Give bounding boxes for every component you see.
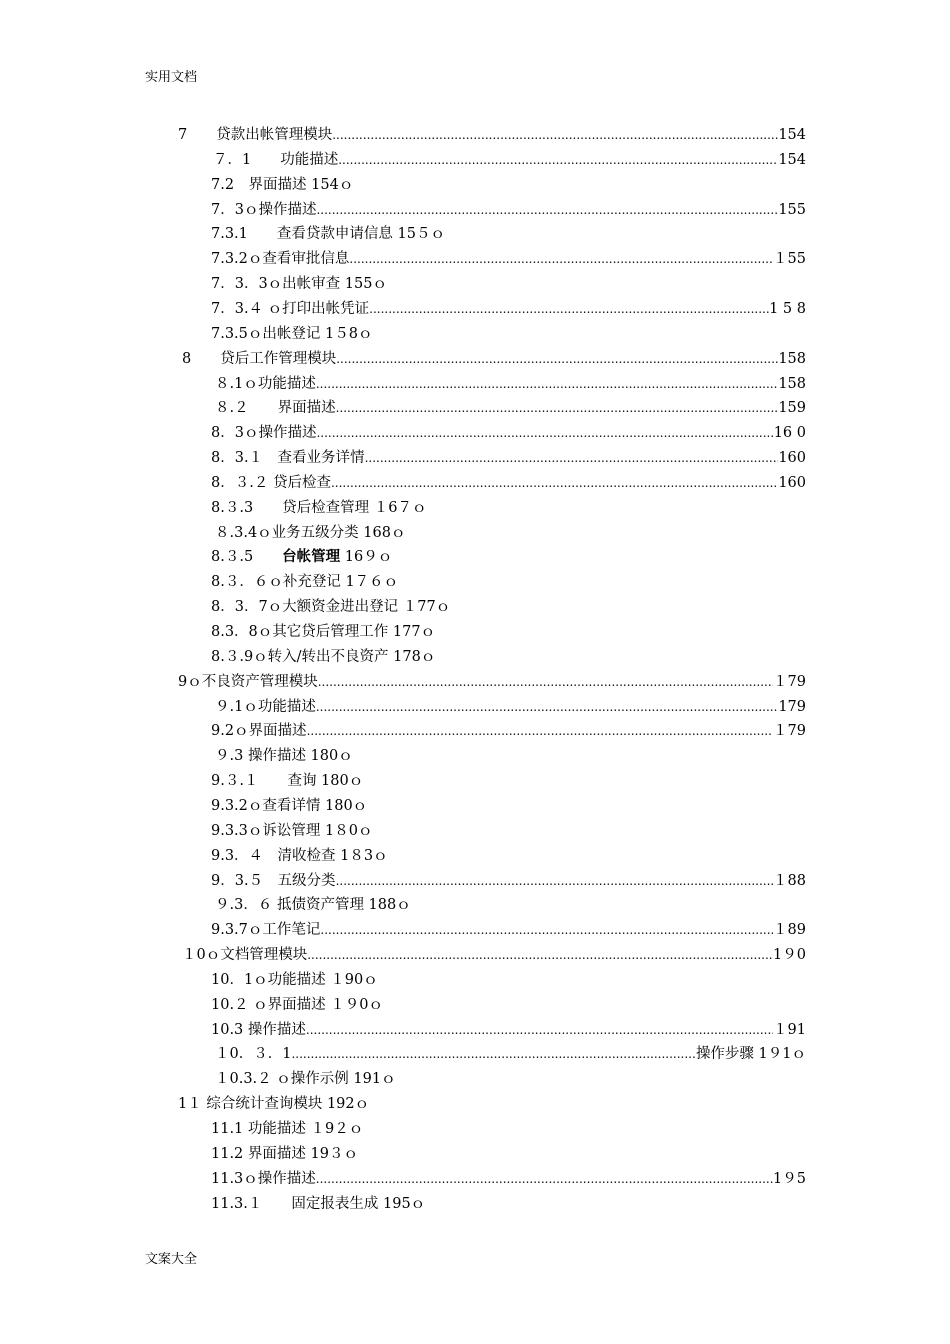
toc-entry[interactable] <box>215 373 806 395</box>
toc-leader-dots <box>316 422 773 444</box>
toc-page-number: 1９5 <box>773 1170 806 1187</box>
toc-leader-dots <box>336 397 779 419</box>
toc-entry[interactable] <box>182 944 806 966</box>
toc-entry-title: 9.3.7ｏ工作笔记 <box>211 922 321 939</box>
page-header: 实用文档 <box>145 70 198 85</box>
toc-entry[interactable] <box>211 447 806 469</box>
toc-entry[interactable] <box>215 894 411 916</box>
toc-entry-title: 7.3.1 查看贷款申请信息 15５ｏ <box>211 226 445 243</box>
toc-entry-title: 9.3.3ｏ诉讼管理 1８0ｏ <box>211 822 373 839</box>
toc-leader-dots <box>306 1019 773 1041</box>
toc-leader-dots <box>318 671 773 693</box>
toc-page-number: 159 <box>778 400 806 417</box>
toc-page-number: 154 <box>778 151 806 168</box>
toc-entry[interactable] <box>211 720 806 742</box>
toc-entry[interactable] <box>211 472 806 494</box>
toc-entry-title: 8.3．8ｏ其它贷后管理工作 177ｏ <box>211 624 436 640</box>
toc-entry[interactable] <box>211 223 445 245</box>
toc-entry[interactable] <box>211 994 383 1016</box>
toc-page-number: 160 <box>778 450 806 467</box>
toc-entry[interactable] <box>211 646 435 668</box>
toc-entry-title: 7．3．3ｏ出帐审查 155ｏ <box>211 276 387 293</box>
toc-leader-dots <box>307 720 773 742</box>
toc-entry-title: 8.３.9ｏ转入/转出不良资产 178ｏ <box>211 648 436 665</box>
toc-page-number: 155 <box>778 201 806 218</box>
toc-entry[interactable] <box>215 1043 806 1065</box>
toc-entry[interactable] <box>211 1168 806 1190</box>
toc-entry-title: １0.3.２ ｏ操作示例 191ｏ <box>215 1071 396 1088</box>
toc-page-number: 1９0 <box>773 947 806 964</box>
toc-entry[interactable] <box>178 671 806 693</box>
toc-entry-title: 1１ 综合统计查询模块 192ｏ <box>178 1096 370 1113</box>
toc-page-number: １55 <box>773 251 806 268</box>
toc-entry[interactable] <box>213 149 806 171</box>
toc-entry[interactable] <box>178 1093 369 1115</box>
toc-page-number: １91 <box>773 1021 806 1038</box>
toc-entry-title: 10.２ ｏ界面描述 １９0ｏ <box>211 996 384 1013</box>
toc-page-number: １79 <box>773 723 806 740</box>
toc-entry-title: 8．3ｏ操作描述 <box>211 425 317 442</box>
toc-leader-dots <box>336 870 773 892</box>
toc-entry[interactable] <box>211 422 806 444</box>
toc-entry-title: １0．３．1 <box>215 1046 292 1063</box>
toc-page-number: 154 <box>778 127 806 143</box>
toc-leader-dots <box>349 248 773 270</box>
toc-entry-title: ８.1ｏ功能描述 <box>215 375 316 392</box>
toc-entry-title: ９.1ｏ功能描述 <box>215 698 316 715</box>
toc-entry-title: 11.3ｏ操作描述 <box>211 1170 316 1187</box>
toc-page-number: 操作步骤 1９1ｏ <box>695 1046 806 1063</box>
toc-entry-title: 7.2 界面描述 154ｏ <box>211 176 354 193</box>
toc-leader-dots <box>365 447 779 469</box>
toc-page-number: １88 <box>773 872 806 889</box>
toc-entry[interactable] <box>215 522 405 544</box>
toc-entry[interactable] <box>215 1068 396 1090</box>
toc-leader-dots <box>332 124 778 146</box>
toc-entry[interactable] <box>182 348 806 370</box>
toc-entry[interactable] <box>211 1118 363 1140</box>
toc-entry[interactable] <box>211 248 806 270</box>
toc-entry-title: 9ｏ不良资产管理模块 <box>178 673 318 690</box>
toc-entry-title: 9.3．４ 清收检查 1８3ｏ <box>211 847 388 864</box>
toc-entry[interactable] <box>215 745 353 767</box>
toc-entry[interactable] <box>211 497 427 519</box>
toc-entry[interactable] <box>211 1019 806 1041</box>
toc-page-number: １79 <box>773 673 806 690</box>
toc-leader-dots <box>369 298 769 320</box>
toc-leader-dots <box>316 1168 773 1190</box>
toc-page-number: 179 <box>778 698 806 715</box>
toc-entry-title: 9.３.１ 查询 180ｏ <box>211 773 364 790</box>
toc-entry[interactable] <box>211 323 372 345</box>
toc-entry[interactable] <box>215 696 806 718</box>
toc-entry-title: ８.3.4ｏ业务五级分类 168ｏ <box>215 524 406 541</box>
toc-entry-title: 8．３.２ 贷后检查 <box>211 474 331 491</box>
toc-entry-title: 8．3．7ｏ大额资金进出登记 １77ｏ <box>211 599 451 616</box>
toc-entry[interactable] <box>211 919 806 941</box>
toc-entry-title: ８.２ 界面描述 <box>215 400 336 417</box>
toc-page-number: 160 <box>778 474 806 491</box>
toc-leader-dots <box>316 199 778 221</box>
toc-entry-title: 11.3.１ 固定报表生成 195ｏ <box>211 1195 426 1212</box>
toc-leader-dots <box>291 1043 695 1065</box>
toc-entry-title: 9．3.５ 五级分类 <box>211 872 336 889</box>
toc-entry[interactable] <box>211 298 806 320</box>
toc-leader-dots <box>316 373 778 395</box>
toc-leader-dots <box>336 348 778 370</box>
toc-entry-title-tail: 16９ｏ <box>340 549 393 566</box>
page-footer: 文案大全 <box>145 1252 198 1267</box>
toc-entry-title: １0ｏ文档管理模块 <box>182 947 308 964</box>
toc-entry[interactable] <box>211 571 398 593</box>
toc-entry-title: 11.2 界面描述 19３ｏ <box>211 1145 358 1162</box>
toc-entry-title: 8.３.3 贷后检查管理 １6７ｏ <box>211 499 427 516</box>
toc-entry[interactable] <box>215 397 806 419</box>
toc-entry[interactable] <box>211 621 435 643</box>
toc-leader-dots <box>320 919 773 941</box>
toc-entry-title: 7.3.5ｏ出帐登记 1５8ｏ <box>211 325 373 342</box>
toc-entry[interactable] <box>211 795 367 817</box>
toc-page-number: 158 <box>778 350 806 367</box>
toc-entry-title: 9.2ｏ界面描述 <box>211 723 307 740</box>
toc-entry-title: 8.３．６ｏ补充登记 1７６ｏ <box>211 574 399 591</box>
toc-leader-dots <box>316 696 778 718</box>
toc-entry[interactable] <box>211 596 450 618</box>
toc-entry[interactable] <box>211 870 806 892</box>
toc-page-number: １89 <box>773 922 806 939</box>
toc-entry[interactable] <box>211 199 806 221</box>
toc-leader-dots <box>338 149 778 171</box>
toc-entry[interactable] <box>211 820 372 842</box>
toc-entry-title: 8.３.5 <box>211 549 283 566</box>
toc-leader-dots <box>331 472 778 494</box>
toc-entry-title: 9.3.2ｏ查看详情 180ｏ <box>211 797 368 814</box>
toc-entry-title: 8．3.１ 查看业务详情 <box>211 450 365 467</box>
toc-entry[interactable] <box>211 770 363 792</box>
toc-entry-title: 10．1ｏ功能描述 １90ｏ <box>211 971 378 988</box>
toc-entry-title: ７．1 功能描述 <box>213 151 339 168</box>
toc-entry-title: 7．3ｏ操作描述 <box>211 201 317 218</box>
toc-entry[interactable] <box>211 969 378 991</box>
toc-page-number: 158 <box>778 375 806 392</box>
toc-entry[interactable] <box>211 546 392 568</box>
toc-page-number: 16 0 <box>773 425 806 442</box>
toc-entry-title: 7 贷款出帐管理模块 <box>178 127 333 143</box>
toc-entry[interactable] <box>211 174 353 196</box>
toc-entry-title: 11.1 功能描述 １9２ｏ <box>211 1121 364 1137</box>
toc-entry[interactable] <box>211 845 388 867</box>
toc-entry-title: ９.3．６ 抵债资产管理 188ｏ <box>215 897 411 914</box>
toc-entry[interactable] <box>211 1143 358 1165</box>
toc-entry-title: 10.3 操作描述 <box>211 1021 306 1038</box>
toc-entry[interactable] <box>178 124 806 146</box>
toc-leader-dots <box>307 944 773 966</box>
toc-entry-title: 7．3.４ ｏ打印出帐凭证 <box>211 300 370 317</box>
toc-entry-title: ９.3 操作描述 180ｏ <box>215 748 353 765</box>
toc-entry-title: 8 贷后工作管理模块 <box>182 350 337 367</box>
toc-entry[interactable] <box>211 273 387 295</box>
toc-entry-title-bold: 台帐管理 <box>282 549 341 566</box>
toc-page-number: 1 5 8 <box>769 300 806 317</box>
toc-entry[interactable] <box>211 1193 425 1215</box>
toc-entry-title: 7.3.2ｏ查看审批信息 <box>211 251 350 268</box>
